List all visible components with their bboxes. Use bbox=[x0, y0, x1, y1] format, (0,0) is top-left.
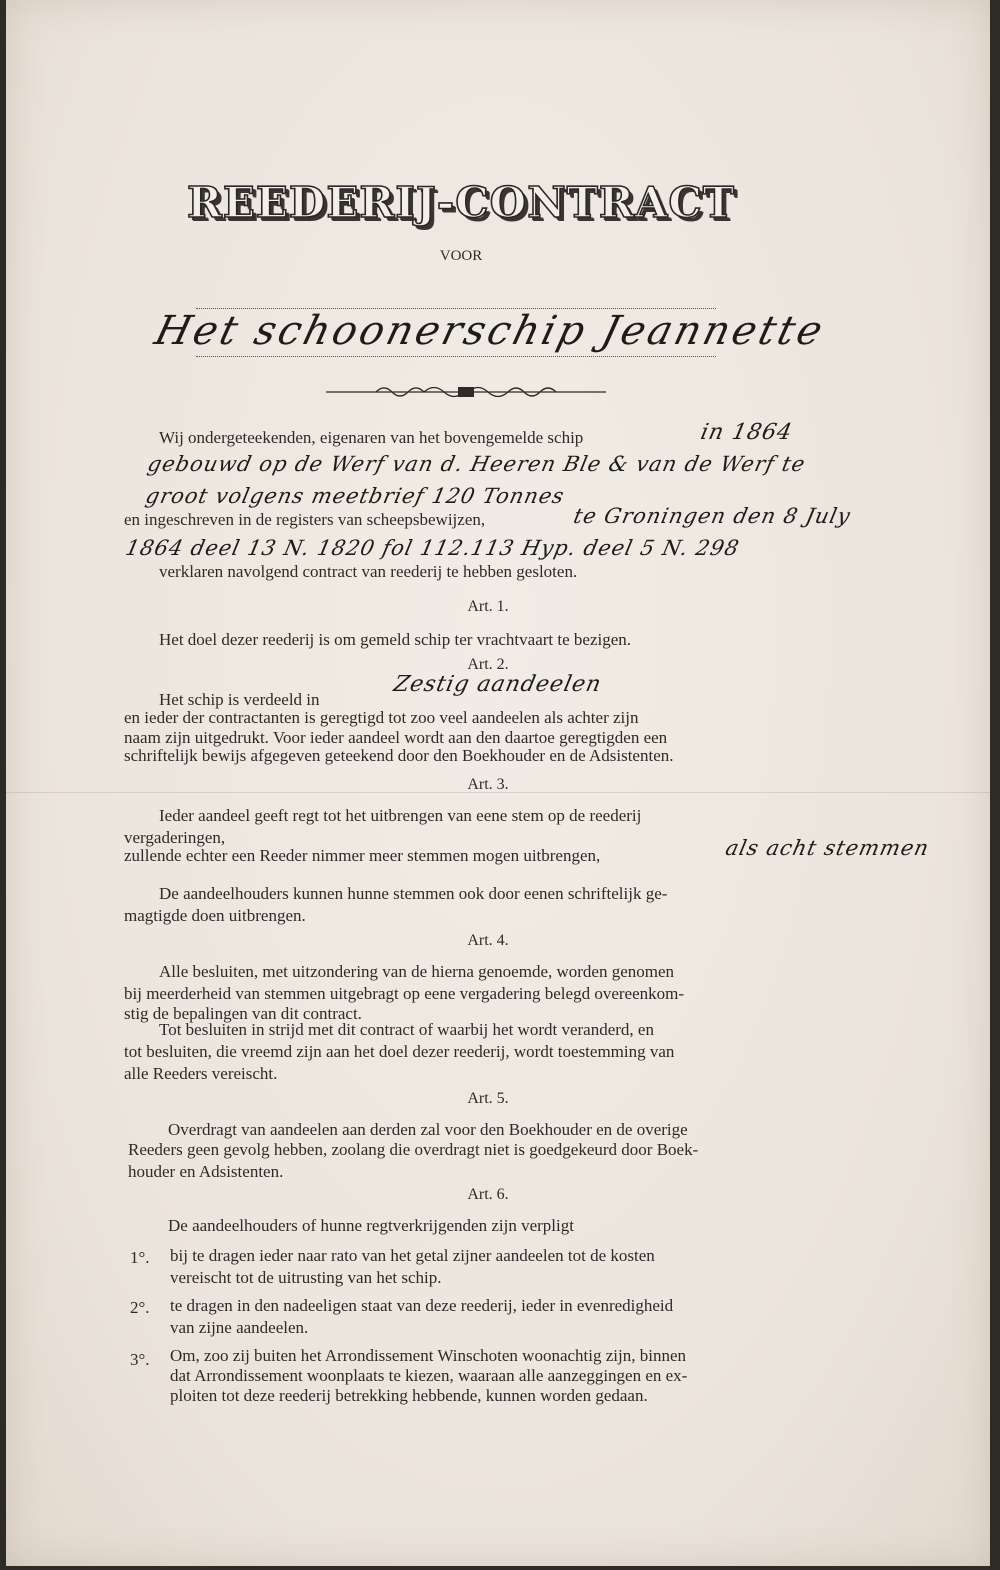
intro-line-1: Wij ondergeteekenden, eigenaren van het bovengemelde schip bbox=[159, 428, 584, 447]
art4-line-2: bij meerderheid van stemmen uitgebragt op eene vergadering belegd overeenkom- bbox=[124, 984, 684, 1003]
handwritten-votes: als acht stemmen bbox=[723, 836, 932, 860]
art3-line-3: zullende echter een Reeder nimmer meer stemmen mogen uitbrengen, bbox=[124, 846, 601, 865]
dotted-line-bottom bbox=[196, 356, 716, 357]
art1-text: Het doel dezer reederij is om gemeld schip ter vrachtvaart te bezigen. bbox=[159, 630, 632, 649]
art3-line-4: De aandeelhouders kunnen hunne stemmen ook door eenen schriftelijk ge- bbox=[159, 884, 668, 903]
art5-line-2: Reeders geen gevolg hebben, zoolang die overdragt niet is goedgekeurd door Boek- bbox=[128, 1140, 699, 1159]
item2-line-2: van zijne aandeelen. bbox=[170, 1318, 309, 1337]
art3-line-5: magtigde doen uitbrengen. bbox=[124, 906, 306, 925]
art3-line-1: Ieder aandeel geeft regt tot het uitbrengen van eene stem op de reederij bbox=[159, 806, 642, 825]
art2-line-1: Het schip is verdeeld in bbox=[159, 690, 320, 709]
item3-line-1: Om, zoo zij buiten het Arrondissement Winschoten woonachtig zijn, binnen bbox=[170, 1346, 686, 1365]
handwritten-register-details: 1864 deel 13 N. 1820 fol 112.113 Hyp. deel 5 N. 298 bbox=[123, 536, 742, 560]
art4-line-6: alle Reeders vereischt. bbox=[124, 1064, 278, 1083]
art1-heading: Art. 1. bbox=[467, 598, 509, 615]
art2-line-4: schriftelijk bewijs afgegeven geteekend door den Boekhouder en de Adsistenten. bbox=[124, 746, 674, 765]
contract-page bbox=[6, 0, 990, 1566]
art4-line-3: stig de bepalingen van dit contract. bbox=[124, 1004, 362, 1023]
art4-line-5: tot besluiten, die vreemd zijn aan het doel dezer reederij, wordt toestemming van bbox=[124, 1042, 675, 1061]
art2-line-3: naam zijn uitgedrukt. Voor ieder aandeel wordt aan den daartoe geregtigden een bbox=[124, 728, 668, 747]
item3-line-3: ploiten tot deze reederij betrekking hebbende, kunnen worden gedaan. bbox=[170, 1386, 648, 1405]
art4-heading: Art. 4. bbox=[467, 932, 509, 949]
art2-line-2: en ieder der contractanten is geregtigd tot zoo veel aandeelen als achter zijn bbox=[124, 708, 639, 727]
item3-line-2: dat Arrondissement woonplaats te kiezen, waaraan alle aanzeggingen en ex- bbox=[170, 1366, 688, 1385]
art6-heading: Art. 6. bbox=[467, 1186, 509, 1203]
handwritten-tonnage: groot volgens meetbrief 120 Tonnes bbox=[143, 484, 567, 508]
intro-line-3: verklaren navolgend contract van reederij te hebben gesloten. bbox=[159, 562, 578, 581]
subtitle-voor: VOOR bbox=[439, 248, 483, 264]
art4-line-4: Tot besluiten in strijd met dit contract of waarbij het wordt veranderd, en bbox=[159, 1020, 654, 1039]
art5-line-1: Overdragt van aandeelen aan derden zal voor den Boekhouder en de overige bbox=[168, 1120, 688, 1139]
art5-heading: Art. 5. bbox=[467, 1090, 509, 1107]
art6-intro: De aandeelhouders of hunne regtverkrijgenden zijn verpligt bbox=[168, 1216, 574, 1235]
item1-line-1: bij te dragen ieder naar rato van het getal zijner aandeelen tot de kosten bbox=[170, 1246, 655, 1265]
handwritten-shares: Zestig aandeelen bbox=[391, 672, 604, 697]
art5-line-3: houder en Adsistenten. bbox=[128, 1162, 284, 1181]
item1-number: 1°. bbox=[130, 1248, 150, 1267]
item2-number: 2°. bbox=[130, 1298, 150, 1317]
handwritten-year: in 1864 bbox=[698, 420, 795, 445]
document-title: REEDERIJ-CONTRACT bbox=[186, 178, 736, 227]
handwritten-built: gebouwd op de Werf van d. Heeren Ble & van de Werf te bbox=[145, 452, 808, 476]
item3-number: 3°. bbox=[130, 1350, 150, 1369]
intro-line-2: en ingeschreven in de registers van scheepsbewijzen, bbox=[124, 510, 486, 529]
art4-line-1: Alle besluiten, met uitzondering van de hierna genoemde, worden genomen bbox=[159, 962, 675, 981]
art3-line-2: vergaderingen, bbox=[124, 828, 226, 847]
ornament-divider bbox=[326, 382, 606, 402]
art3-heading: Art. 3. bbox=[467, 776, 509, 793]
art2-heading: Art. 2. bbox=[467, 656, 509, 673]
item1-line-2: vereischt tot de uitrusting van het schip. bbox=[170, 1268, 442, 1287]
handwritten-registration: te Groningen den 8 July bbox=[571, 504, 854, 528]
item2-line-1: te dragen in den nadeeligen staat van deze reederij, ieder in evenredigheid bbox=[170, 1296, 674, 1315]
ship-name-handwritten: Het schoonerschip Jeannette bbox=[150, 308, 830, 354]
